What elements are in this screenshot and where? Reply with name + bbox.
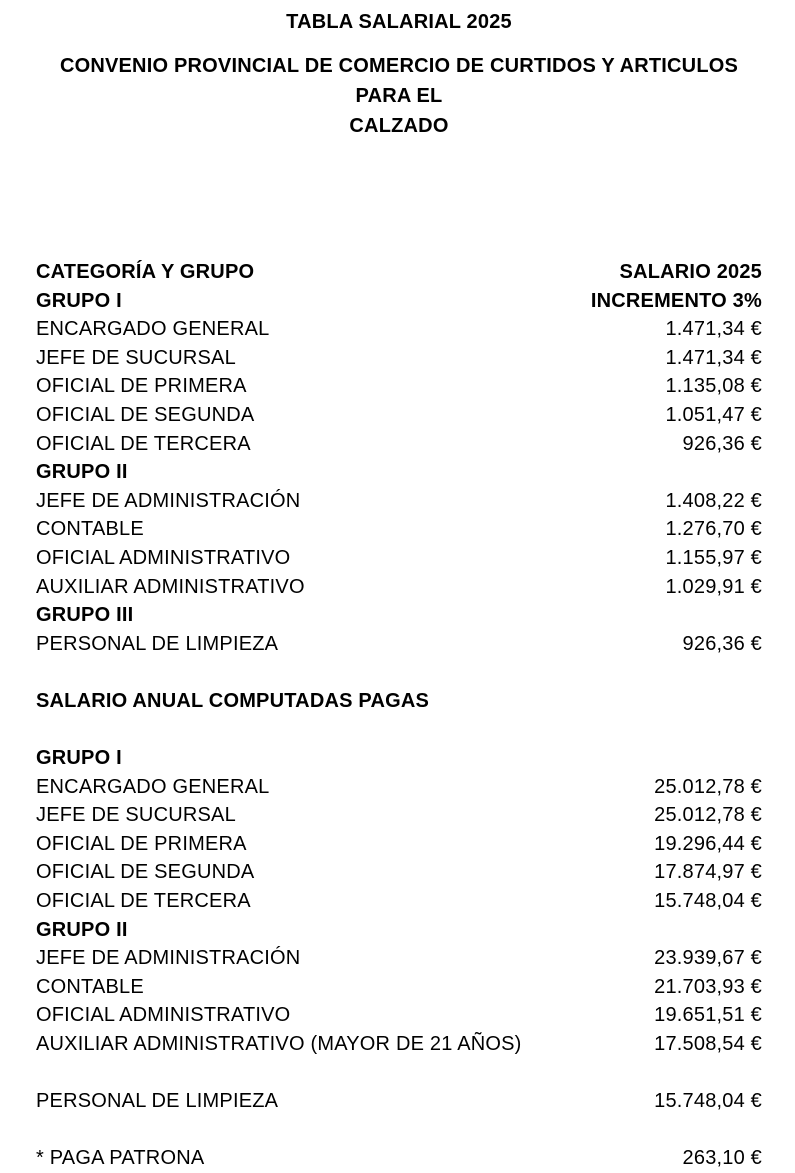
row-label: GRUPO III bbox=[36, 604, 134, 627]
row-label: OFICIAL DE TERCERA bbox=[36, 890, 251, 913]
table-row bbox=[36, 1030, 762, 1059]
row-label: ENCARGADO GENERAL bbox=[36, 318, 270, 341]
document-page bbox=[0, 10, 795, 1170]
row-label: PERSONAL DE LIMPIEZA bbox=[36, 632, 279, 655]
table-row bbox=[36, 573, 762, 602]
spacer-row bbox=[36, 1059, 762, 1088]
row-label: GRUPO I bbox=[36, 289, 122, 312]
row-value: 1.408,22 € bbox=[665, 489, 762, 512]
spacer-row bbox=[36, 716, 762, 745]
table-row bbox=[36, 1144, 762, 1173]
group-heading-row bbox=[36, 744, 762, 773]
row-value: 17.874,97 € bbox=[654, 861, 762, 884]
row-label: OFICIAL DE SEGUNDA bbox=[36, 861, 255, 884]
row-value: 1.471,34 € bbox=[665, 346, 762, 369]
row-label: OFICIAL DE PRIMERA bbox=[36, 832, 247, 855]
document-title: TABLA SALARIAL 2025 bbox=[286, 11, 512, 33]
table-row bbox=[36, 630, 762, 659]
group-heading-row bbox=[36, 458, 762, 487]
row-label: OFICIAL ADMINISTRATIVO bbox=[36, 546, 291, 569]
table-row bbox=[36, 973, 762, 1002]
spacer-row bbox=[36, 658, 762, 687]
salary-table bbox=[36, 258, 762, 1173]
row-label: GRUPO I bbox=[36, 747, 122, 770]
row-value: 263,10 € bbox=[682, 1147, 762, 1170]
table-row bbox=[36, 544, 762, 573]
table-row bbox=[36, 887, 762, 916]
row-value: 15.748,04 € bbox=[654, 890, 762, 913]
row-value: SALARIO 2025 bbox=[619, 261, 762, 283]
row-value: 17.508,54 € bbox=[654, 1033, 762, 1056]
table-row bbox=[36, 830, 762, 859]
row-value: 1.276,70 € bbox=[665, 518, 762, 541]
row-label: GRUPO II bbox=[36, 461, 128, 484]
row-value: 25.012,78 € bbox=[654, 775, 762, 798]
row-label: PERSONAL DE LIMPIEZA bbox=[36, 1090, 279, 1113]
subtitle-line: CONVENIO PROVINCIAL DE COMERCIO DE CURTIDOS Y ARTICULOS PARA EL bbox=[59, 55, 739, 107]
table-row bbox=[36, 944, 762, 973]
group-heading-row bbox=[36, 916, 762, 945]
row-value: 1.471,34 € bbox=[665, 318, 762, 341]
subtitle-line: CALZADO bbox=[349, 115, 449, 137]
document-subtitle bbox=[36, 51, 762, 141]
table-row bbox=[36, 1001, 762, 1030]
row-value: 19.296,44 € bbox=[654, 832, 762, 855]
row-label: SALARIO ANUAL COMPUTADAS PAGAS bbox=[36, 689, 430, 712]
table-row bbox=[36, 858, 762, 887]
row-value: 1.135,08 € bbox=[665, 375, 762, 398]
row-label: CONTABLE bbox=[36, 975, 144, 998]
row-value: 23.939,67 € bbox=[654, 947, 762, 970]
row-label: JEFE DE ADMINISTRACIÓN bbox=[36, 947, 301, 970]
table-row bbox=[36, 430, 762, 459]
table-row bbox=[36, 773, 762, 802]
group-heading-row bbox=[36, 601, 762, 630]
row-value: 1.155,97 € bbox=[665, 546, 762, 569]
table-row bbox=[36, 372, 762, 401]
row-value: 926,36 € bbox=[682, 432, 762, 455]
table-row bbox=[36, 1087, 762, 1116]
table-row bbox=[36, 315, 762, 344]
table-row bbox=[36, 344, 762, 373]
section-heading-row bbox=[36, 687, 762, 716]
row-value: 1.029,91 € bbox=[665, 575, 762, 598]
row-value: INCREMENTO 3% bbox=[590, 289, 762, 312]
row-label: OFICIAL DE PRIMERA bbox=[36, 375, 247, 398]
row-label: OFICIAL ADMINISTRATIVO bbox=[36, 1004, 291, 1027]
row-value: 926,36 € bbox=[682, 632, 762, 655]
row-label: JEFE DE SUCURSAL bbox=[36, 804, 236, 827]
row-label: CONTABLE bbox=[36, 518, 144, 541]
row-label: AUXILIAR ADMINISTRATIVO bbox=[36, 575, 305, 598]
table-row bbox=[36, 801, 762, 830]
row-label: OFICIAL DE SEGUNDA bbox=[36, 403, 255, 426]
row-value: 25.012,78 € bbox=[654, 804, 762, 827]
table-row bbox=[36, 487, 762, 516]
spacer-row bbox=[36, 1116, 762, 1145]
row-label: CATEGORÍA Y GRUPO bbox=[36, 261, 255, 283]
table-header-row bbox=[36, 258, 762, 287]
row-label: GRUPO II bbox=[36, 918, 128, 941]
row-label: OFICIAL DE TERCERA bbox=[36, 432, 251, 455]
table-header-row bbox=[36, 287, 762, 316]
table-row bbox=[36, 515, 762, 544]
row-label: JEFE DE SUCURSAL bbox=[36, 346, 236, 369]
row-label: ENCARGADO GENERAL bbox=[36, 775, 270, 798]
row-label: * PAGA PATRONA bbox=[36, 1147, 205, 1170]
row-value: 21.703,93 € bbox=[654, 975, 762, 998]
row-value: 19.651,51 € bbox=[654, 1004, 762, 1027]
table-row bbox=[36, 401, 762, 430]
row-value: 1.051,47 € bbox=[665, 403, 762, 426]
row-label: JEFE DE ADMINISTRACIÓN bbox=[36, 489, 301, 512]
row-value: 15.748,04 € bbox=[654, 1090, 762, 1113]
row-label: AUXILIAR ADMINISTRATIVO (MAYOR DE 21 AÑOS) bbox=[36, 1033, 522, 1056]
